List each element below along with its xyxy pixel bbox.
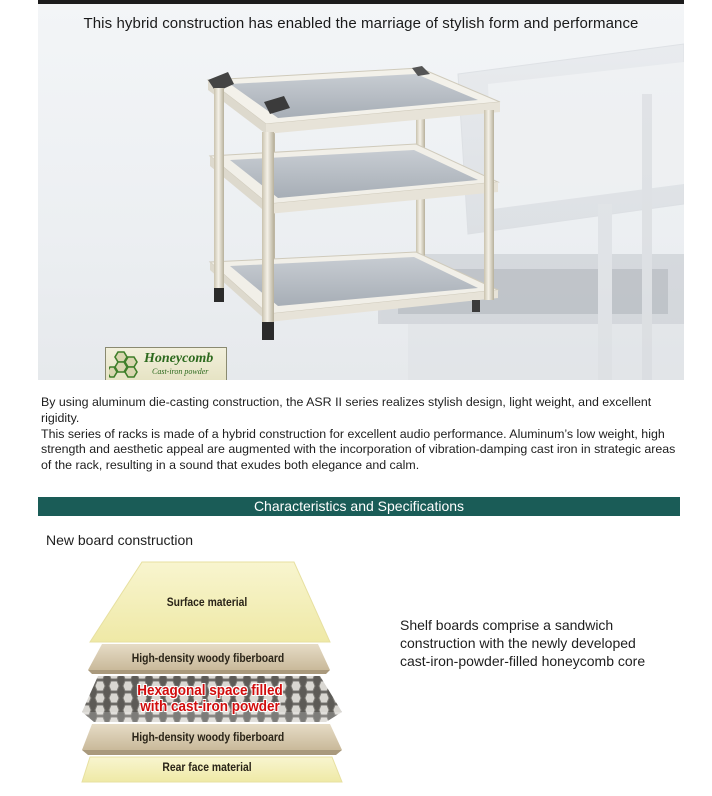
section-header: Characteristics and Specifications	[38, 497, 680, 516]
badge-title: Honeycomb	[144, 351, 214, 366]
honeycomb-icon	[109, 351, 143, 379]
board-heading: New board construction	[46, 532, 194, 548]
hero-title: This hybrid construction has enabled the marriage of stylish form and performance	[83, 15, 639, 32]
board-description: Shelf boards comprise a sandwich construction with the newly developed cast-iron-powder-filled honeycomb core	[400, 617, 646, 669]
honeycomb-core-label-line-1: Hexagonal space filled	[137, 682, 283, 699]
honeycomb-core-label-line-2: with cast-iron powder	[140, 698, 280, 715]
surface-material-label: Surface material	[166, 597, 248, 609]
rear-face-label: Rear face material	[162, 762, 252, 774]
intro-paragraph-2: This series of racks is made of a hybrid construction for excellent audio performance. Aluminum’s low weight, high strength and aesthetic appeal are augmented with the incorporation of vibration-damping cast iron in strategic areas of the rack, resulting in a sound that exudes both elegance and calm.	[41, 426, 676, 473]
badge-subtitle: Cast-iron powder	[152, 367, 209, 376]
hero-banner	[38, 4, 684, 380]
board-layer-diagram	[80, 560, 360, 785]
upper-fiberboard-label: High-density woody fiberboard	[131, 653, 285, 665]
layer-stack-graphic	[80, 560, 360, 785]
rack-product-image	[38, 4, 684, 380]
intro-text	[41, 395, 681, 474]
lower-fiberboard-label: High-density woody fiberboard	[131, 732, 285, 744]
honeycomb-badge	[105, 347, 227, 380]
intro-paragraph-1: By using aluminum die-casting construction, the ASR II series realizes stylish design, light weight, and excellent rigidity.	[41, 395, 652, 425]
